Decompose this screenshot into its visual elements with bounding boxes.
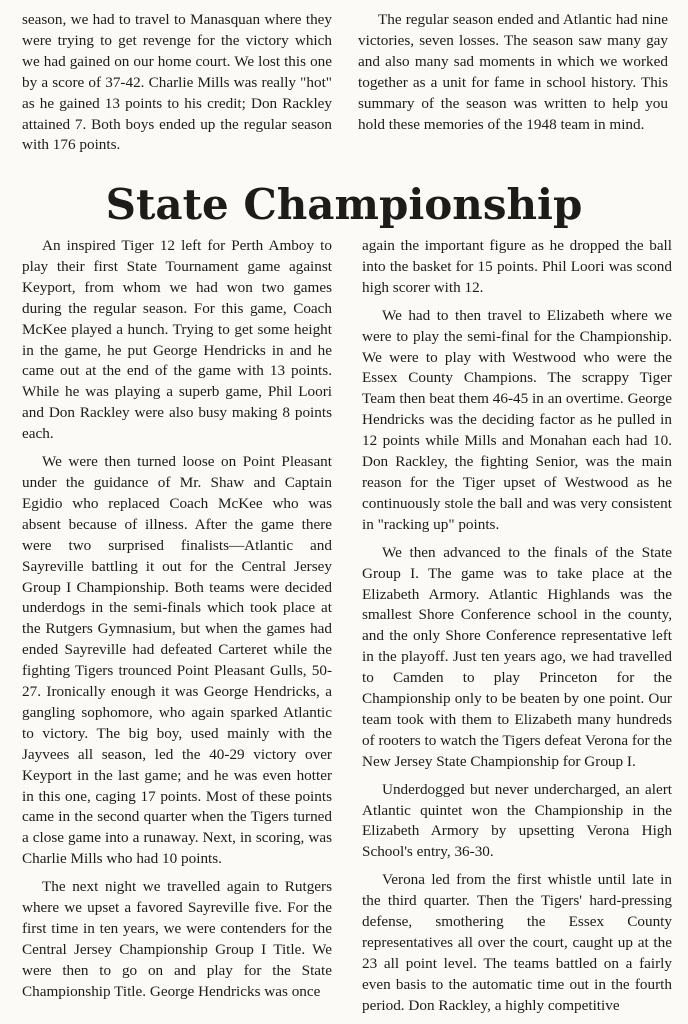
paragraph: We then advanced to the finals of the State Group I. The game was to take place at the Elizabeth Armory. Atlantic Highlands was the smallest Shore Conference school in the county, and the only Shore Conference representative left in the playoff. Just ten years ago, we had travelled to Camden to play Princeton for the Championship only to be beaten by one point. Our team took with them to Elizabeth many hundreds of rooters to watch the Tigers defeat Verona for the New Jersey State Championship for Group I. bbox=[362, 543, 672, 770]
top-right-column bbox=[358, 10, 668, 142]
bottom-right-column bbox=[362, 236, 672, 1024]
paragraph: Verona led from the first whistle until late in the third quarter. Then the Tigers' hard-pressing defense, smothering the Essex County representatives all over the court, caught up at the 23 all point level. The teams battled on a fairly even basis to the automatic time out in the fourth period. Don Rackley, a highly competitive bbox=[362, 871, 672, 1014]
paragraph: again the important figure as he dropped the ball into the basket for 15 points. Phil Loori was scond high scorer with 12. bbox=[362, 237, 672, 296]
paragraph: An inspired Tiger 12 left for Perth Amboy to play their first State Tournament game against Keyport, from whom we had won two games during the regular season. For this game, Coach McKee played a hunch. Trying to get some height in the game, he put George Hendricks in and he came out at the end of the game with 13 points. While he was playing a superb game, Phil Loori and Don Rackley were also busy making 8 points each. bbox=[22, 237, 332, 443]
paragraph: Underdogged but never undercharged, an alert Atlantic quintet won the Championship in the Elizabeth Armory by upsetting Verona High School's entry, 36-30. bbox=[362, 780, 672, 861]
paragraph: The regular season ended and Atlantic had nine victories, seven losses. The season saw many gay and also many sad moments in which we worked together as a unit for fame in school history. This summary of the season was written to help you hold these memories of the 1948 team in mind. bbox=[358, 11, 668, 133]
paragraph: We had to then travel to Elizabeth where we were to play the semi-final for the Championship. We were to play with Westwood who were the Essex County Champions. The scrappy Tiger Team then beat them 46-45 in an overtime. George Hendricks was the deciding factor as he pulled in 12 points while Mills and Monahan each had 10. Don Rackley, the fighting Senior, was the main reason for the Tiger upset of Westwood as he continuously stole the ball and was very consistent in "racking up" points. bbox=[362, 306, 672, 533]
bottom-left-column bbox=[22, 236, 332, 1010]
top-left-column bbox=[22, 10, 332, 163]
paragraph: We were then turned loose on Point Pleasant under the guidance of Mr. Shaw and Captain Egidio who replaced Coach McKee who was absent because of illness. After the game there were two surprised finalists—Atlantic and Sayreville battling it out for the Central Jersey Group I Championship. Both teams were decided underdogs in the semi-finals which took place at the Rutgers Gymnasium, but when the games had ended Sayreville had defeated Carteret while the fighting Tigers trounced Point Pleasant Gulls, 50-27. Ironically enough it was George Hendricks, a gangling sophomore, who again sparked Atlantic to victory. The big boy, used mainly with the Jayvees all season, led the 40-29 victory over Keyport in the last game; and he was even hotter in this one, caging 17 points. Most of these points came in the second quarter when the Tigers turned a close game into a runaway. Next, in scoring, was Charlie Mills who had 10 points. bbox=[22, 453, 332, 868]
paragraph: season, we had to travel to Manasquan where they were trying to get revenge for the victory which we had gained on our home court. We lost this one by a score of 37-42. Charlie Mills was really "hot" as he gained 13 points to his credit; Don Rackley attained 7. Both boys ended up the regular season with 176 points. bbox=[22, 11, 332, 154]
section-title: State Championship bbox=[105, 180, 583, 229]
paragraph: The next night we travelled again to Rutgers where we upset a favored Sayreville five. For the first time in ten years, we were contenders for the Central Jersey Championship Group I Title. We were then to go on and play for the State Championship Title. George Hendricks was once bbox=[22, 878, 332, 1000]
